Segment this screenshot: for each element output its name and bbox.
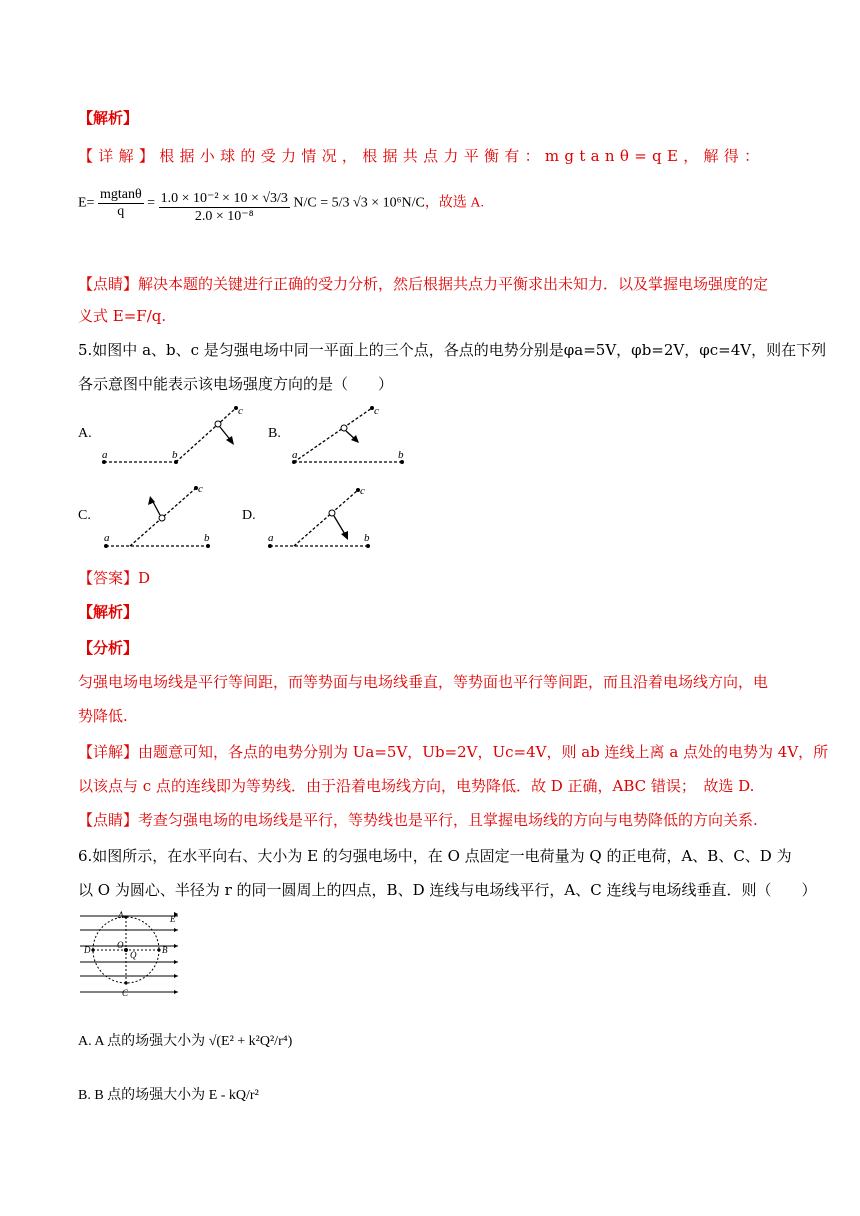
q4-comment-1: 【点睛】解决本题的关键进行正确的受力分析，然后根据共点力平衡求出未知力．以及掌握电场强度的定 — [78, 275, 769, 293]
q6-option-a-formula: √(E² + k²Q²/r⁴) — [208, 1034, 293, 1049]
q5-fenxi-2: 势降低. — [78, 707, 128, 725]
q5-comment: 【点睛】考查匀强电场的电场线是平行，等势线也是平行，且掌握电场线的方向与电势降低的方向关系. — [78, 811, 758, 829]
q4-formula: E= $\frac{mgtan\theta}{q}$ = $\frac{\text{1.0 × 10⁻² × 10 × √3/3}}{\text{2.0 × 10⁻⁸}}$ N/C = 5/3 √3 × 10⁶N/C，故选 A. — [78, 182, 484, 225]
q5-detail-2: 以该点与 c 点的连线即为等势线．由于沿着电场线方向，电势降低．故 D 正确，ABC 错误； 故选 D. — [78, 777, 755, 795]
svg-text:b: b — [398, 449, 404, 461]
svg-text:a: a — [104, 532, 110, 544]
q5-fenxi-label: 【分析】 — [78, 639, 139, 657]
formula-frac1: $\frac{mgtan\theta}{q}$ — [99, 187, 142, 219]
svg-text:b: b — [204, 532, 210, 544]
q6-option-a: A. A 点的场强大小为 √(E² + k²Q²/r⁴) — [78, 1034, 293, 1049]
q4-analysis-label: 【解析】 — [78, 109, 139, 127]
svg-text:O: O — [117, 940, 124, 950]
svg-text:C: C — [122, 988, 129, 998]
svg-text:a: a — [102, 449, 108, 461]
svg-text:A: A — [118, 910, 124, 920]
q6-option-b-formula: E - kQ/r² — [208, 1088, 259, 1103]
formula-lhs: E= — [78, 195, 95, 211]
q6-figure — [78, 908, 182, 1000]
q5-analysis-label: 【解析】 — [78, 603, 139, 621]
q5-option-b-label: B. — [268, 426, 281, 441]
q5-stem-1: 5.如图中 a、b、c 是匀强电场中同一平面上的三个点，各点的电势分别是φa=5V，φb=2V，φc=4V，则在下列 — [78, 341, 827, 359]
svg-text:c: c — [238, 405, 243, 417]
q6-stem-2: 以 O 为圆心、半径为 r 的同一圆周上的四点，B、D 连线与电场线平行，A、C 连线与电场线垂直．则（ ） — [78, 881, 817, 899]
svg-text:b: b — [364, 532, 370, 544]
q5-option-a-label: A. — [78, 426, 92, 441]
svg-text:E: E — [170, 914, 176, 924]
q6-stem-1: 6.如图所示，在水平向右、大小为 E 的匀强电场中，在 O 点固定一电荷量为 Q 的正电荷，A、B、C、D 为 — [78, 847, 792, 865]
q5-figure-a — [98, 400, 248, 470]
svg-text:D: D — [84, 945, 91, 955]
svg-text:b: b — [172, 449, 178, 461]
svg-text:B: B — [162, 945, 168, 955]
q5-stem-2: 各示意图中能表示该电场强度方向的是（ ） — [78, 375, 394, 393]
q4-comment-2: 义式 E=F/q. — [78, 307, 167, 325]
q5-option-d-label: D. — [242, 508, 256, 523]
svg-text:c: c — [360, 485, 365, 497]
svg-text:Q: Q — [130, 950, 137, 960]
formula-frac2: $\frac{\text{1.0 × 10⁻² × 10 × √3/3}}{\text{2.0 × 10⁻⁸}}$ — [159, 182, 290, 225]
q5-answer: 【答案】D — [78, 569, 151, 587]
q4-detail: 【详解】根据小球的受力情况，根据共点力平衡有：mgtanθ=qE，解得： — [78, 147, 765, 165]
q5-detail-1: 【详解】由题意可知，各点的电势分别为 Ua=5V，Ub=2V，Uc=4V，则 ab 连线上离 a 点处的电势为 4V，所 — [78, 743, 829, 761]
q6-option-b: B. B 点的场强大小为 E - kQ/r² — [78, 1088, 259, 1103]
q5-fenxi-1: 匀强电场电场线是平行等间距，而等势面与电场线垂直，等势面也平行等间距，而且沿着电场线方向，电 — [78, 673, 769, 691]
formula-result: 5/3 √3 × 10⁶N/C — [331, 195, 425, 211]
q5-figure-b — [286, 400, 416, 470]
svg-text:a: a — [292, 449, 298, 461]
q5-figure-d — [264, 478, 384, 554]
svg-text:c: c — [374, 405, 379, 417]
q5-figure-c — [100, 478, 220, 554]
svg-text:a: a — [268, 532, 274, 544]
q5-option-c-label: C. — [78, 508, 91, 523]
svg-text:c: c — [198, 483, 203, 495]
